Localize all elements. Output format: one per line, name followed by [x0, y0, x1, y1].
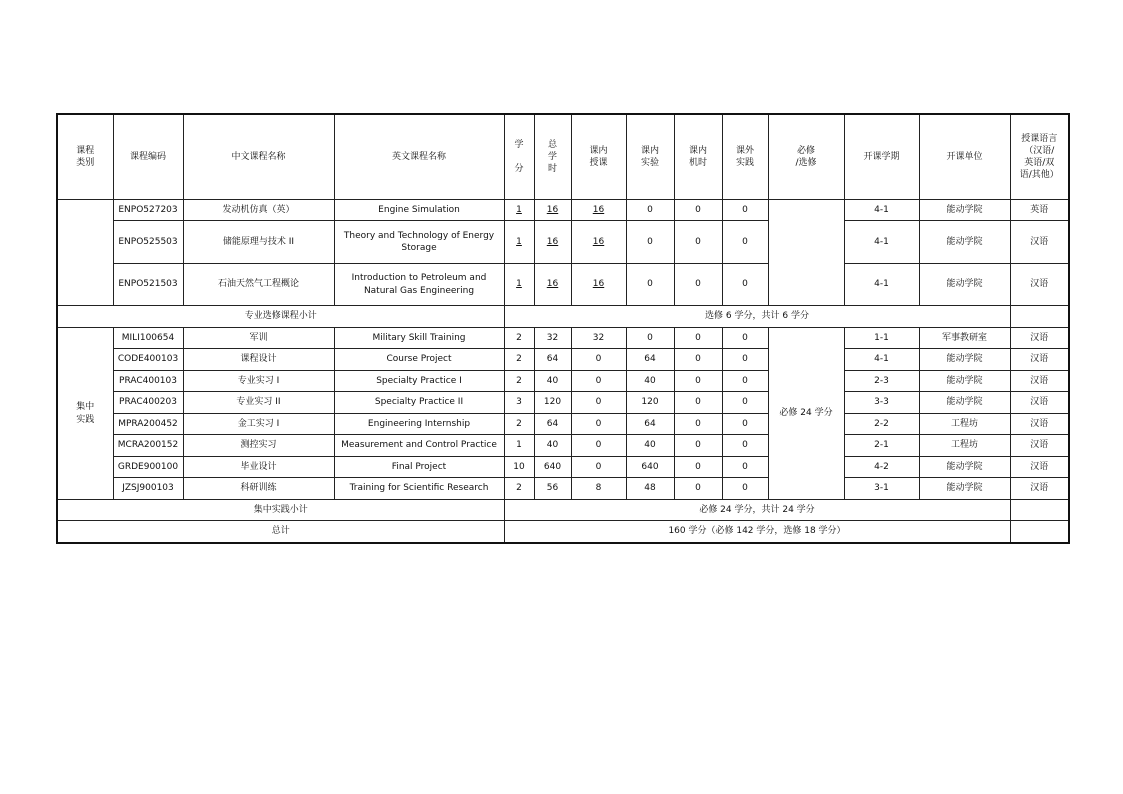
credit-cell: [504, 349, 534, 371]
practice-required-cell: 必修 24 学分: [768, 328, 844, 500]
practice-cell: 0: [626, 221, 674, 264]
table-row: [57, 264, 1069, 306]
lecture-value: 0: [595, 354, 602, 365]
term-cell: 4-1: [844, 264, 919, 306]
language-cell: 汉语: [1010, 392, 1069, 414]
extracurricular-cell: 0: [722, 435, 768, 457]
header-lecture: 课内 授课: [571, 114, 626, 200]
lecture-value: 0: [595, 418, 602, 429]
department-cell: 能动学院: [919, 371, 1010, 392]
elective-subtotal-value: 选修 6 学分，共计 6 学分: [504, 306, 1010, 328]
credit-value: 10: [513, 461, 525, 472]
lecture-cell: [571, 328, 626, 349]
practice-cell: 40: [626, 435, 674, 457]
en-name-cell: Final Project: [334, 457, 504, 478]
department-cell: 能动学院: [919, 349, 1010, 371]
lecture-cell: [571, 349, 626, 371]
credit-cell: [504, 392, 534, 414]
grand-total-value: 160 学分（必修 142 学分，选修 18 学分）: [504, 521, 1010, 543]
hours-value: 64: [546, 418, 559, 429]
computer-cell: 0: [674, 478, 722, 500]
computer-cell: 0: [674, 328, 722, 349]
term-cell: 3-3: [844, 392, 919, 414]
credit-cell: [504, 371, 534, 392]
elective-required-cell: [768, 200, 844, 306]
credit-cell: [504, 457, 534, 478]
course-code-cell: PRAC400103: [113, 371, 183, 392]
cn-name-cell: 石油天然气工程概论: [183, 264, 334, 306]
extracurricular-cell: 0: [722, 414, 768, 435]
department-cell: 军事教研室: [919, 328, 1010, 349]
hours-value: 16: [546, 236, 559, 247]
credit-cell: [504, 328, 534, 349]
term-cell: 3-1: [844, 478, 919, 500]
credit-cell: [504, 200, 534, 221]
credit-cell: [504, 264, 534, 306]
lecture-value: 0: [595, 461, 602, 472]
hours-value: 120: [543, 397, 562, 408]
practice-cell: 120: [626, 392, 674, 414]
practice-cell: 0: [626, 264, 674, 306]
computer-cell: 0: [674, 264, 722, 306]
header-in-class-practice: 课内 实验: [626, 114, 674, 200]
practice-cell: 0: [626, 200, 674, 221]
lecture-value: 16: [592, 279, 605, 290]
en-name-cell: Specialty Practice II: [334, 392, 504, 414]
elective-type-cell: [57, 200, 113, 306]
department-cell: 能动学院: [919, 457, 1010, 478]
header-term: 开课学期: [844, 114, 919, 200]
hours-cell: [534, 328, 571, 349]
hours-cell: [534, 221, 571, 264]
lecture-cell: [571, 200, 626, 221]
en-name-cell: Theory and Technology of Energy Storage: [334, 221, 504, 264]
en-name-cell: Specialty Practice I: [334, 371, 504, 392]
department-cell: 能动学院: [919, 478, 1010, 500]
table-row: [57, 221, 1069, 264]
header-total-hours: 总 学 时: [534, 114, 571, 200]
hours-value: 32: [546, 332, 559, 343]
language-cell: 英语: [1010, 200, 1069, 221]
credit-value: 2: [516, 483, 522, 494]
extracurricular-cell: 0: [722, 264, 768, 306]
header-required-elective: 必修 /选修: [768, 114, 844, 200]
department-cell: 能动学院: [919, 221, 1010, 264]
lecture-cell: [571, 371, 626, 392]
lecture-value: 0: [595, 375, 602, 386]
cn-name-cell: 发动机仿真（英）: [183, 200, 334, 221]
course-code-cell: MPRA200452: [113, 414, 183, 435]
extracurricular-cell: 0: [722, 221, 768, 264]
practice-cell: 40: [626, 371, 674, 392]
language-cell: 汉语: [1010, 478, 1069, 500]
header-credit: 学 分: [504, 114, 534, 200]
extracurricular-cell: 0: [722, 200, 768, 221]
extracurricular-cell: 0: [722, 478, 768, 500]
practice-subtotal-row: [57, 500, 1069, 521]
computer-cell: 0: [674, 349, 722, 371]
lecture-value: 16: [592, 236, 605, 247]
department-cell: 工程坊: [919, 414, 1010, 435]
term-cell: 4-1: [844, 349, 919, 371]
practice-cell: 48: [626, 478, 674, 500]
computer-cell: 0: [674, 221, 722, 264]
department-cell: 能动学院: [919, 264, 1010, 306]
hours-cell: [534, 392, 571, 414]
elective-subtotal-row: [57, 306, 1069, 328]
hours-value: 16: [546, 279, 559, 290]
course-code-cell: CODE400103: [113, 349, 183, 371]
header-row: [57, 114, 1069, 200]
table-row: [57, 392, 1069, 414]
grand-total-row: [57, 521, 1069, 543]
practice-subtotal-label: 集中实践小计: [57, 500, 504, 521]
credit-value: 2: [516, 418, 522, 429]
extracurricular-cell: 0: [722, 392, 768, 414]
computer-cell: 0: [674, 435, 722, 457]
cn-name-cell: 科研训练: [183, 478, 334, 500]
hours-value: 40: [546, 375, 559, 386]
department-cell: 工程坊: [919, 435, 1010, 457]
en-name-cell: Training for Scientific Research: [334, 478, 504, 500]
department-cell: 能动学院: [919, 392, 1010, 414]
table-row: [57, 478, 1069, 500]
credit-value: 3: [516, 397, 522, 408]
cn-name-cell: 测控实习: [183, 435, 334, 457]
lecture-cell: [571, 264, 626, 306]
language-cell: 汉语: [1010, 264, 1069, 306]
cn-name-cell: 金工实习 I: [183, 414, 334, 435]
en-name-cell: Course Project: [334, 349, 504, 371]
course-code-cell: MILI100654: [113, 328, 183, 349]
hours-cell: [534, 414, 571, 435]
header-extracurricular: 课外 实践: [722, 114, 768, 200]
hours-value: 64: [546, 354, 559, 365]
lecture-cell: [571, 221, 626, 264]
header-en-name: 英文课程名称: [334, 114, 504, 200]
en-name-cell: Engineering Internship: [334, 414, 504, 435]
cn-name-cell: 毕业设计: [183, 457, 334, 478]
course-code-cell: GRDE900100: [113, 457, 183, 478]
hours-value: 640: [543, 461, 562, 472]
table-row: [57, 349, 1069, 371]
language-cell: 汉语: [1010, 414, 1069, 435]
table-row: [57, 457, 1069, 478]
language-cell: 汉语: [1010, 349, 1069, 371]
en-name-cell: Introduction to Petroleum and Natural Gas Engineering: [334, 264, 504, 306]
table-row: [57, 328, 1069, 349]
term-cell: 4-1: [844, 200, 919, 221]
computer-cell: 0: [674, 392, 722, 414]
course-plan-table: [56, 113, 1070, 544]
course-code-cell: ENPO525503: [113, 221, 183, 264]
en-name-cell: Engine Simulation: [334, 200, 504, 221]
extracurricular-cell: 0: [722, 371, 768, 392]
cn-name-cell: 专业实习 II: [183, 392, 334, 414]
header-in-class-computer: 课内 机时: [674, 114, 722, 200]
credit-value: 1: [516, 204, 522, 215]
lecture-cell: [571, 435, 626, 457]
header-course-code: 课程编码: [113, 114, 183, 200]
lecture-value: 32: [592, 332, 605, 343]
term-cell: 4-1: [844, 221, 919, 264]
term-cell: 2-2: [844, 414, 919, 435]
en-name-cell: Military Skill Training: [334, 328, 504, 349]
course-code-cell: ENPO527203: [113, 200, 183, 221]
credit-value: 2: [516, 375, 522, 386]
department-cell: 能动学院: [919, 200, 1010, 221]
extracurricular-cell: 0: [722, 457, 768, 478]
hours-value: 40: [546, 440, 559, 451]
credit-cell: [504, 414, 534, 435]
credit-value: 1: [516, 440, 522, 451]
grand-total-label: 总计: [57, 521, 504, 543]
extracurricular-cell: 0: [722, 349, 768, 371]
hours-cell: [534, 371, 571, 392]
term-cell: 2-1: [844, 435, 919, 457]
lecture-cell: [571, 478, 626, 500]
header-teaching-language: 授课语言 （汉语/ 英语/双 语/其他）: [1010, 114, 1069, 200]
lecture-value: 16: [592, 204, 605, 215]
hours-cell: [534, 435, 571, 457]
elective-subtotal-label: 专业选修课程小计: [57, 306, 504, 328]
elective-subtotal-blank: [1010, 306, 1069, 328]
credit-value: 1: [516, 279, 522, 290]
practice-cell: 0: [626, 328, 674, 349]
language-cell: 汉语: [1010, 435, 1069, 457]
cn-name-cell: 专业实习 I: [183, 371, 334, 392]
practice-subtotal-blank: [1010, 500, 1069, 521]
credit-cell: [504, 435, 534, 457]
header-cn-name: 中文课程名称: [183, 114, 334, 200]
header-department: 开课单位: [919, 114, 1010, 200]
computer-cell: 0: [674, 371, 722, 392]
en-name-cell: Measurement and Control Practice: [334, 435, 504, 457]
hours-cell: [534, 264, 571, 306]
language-cell: 汉语: [1010, 371, 1069, 392]
header-course-type: 课程 类别: [57, 114, 113, 200]
computer-cell: 0: [674, 200, 722, 221]
course-code-cell: MCRA200152: [113, 435, 183, 457]
term-cell: 4-2: [844, 457, 919, 478]
term-cell: 2-3: [844, 371, 919, 392]
language-cell: 汉语: [1010, 328, 1069, 349]
table-row: [57, 371, 1069, 392]
hours-value: 16: [546, 204, 559, 215]
table-row: [57, 414, 1069, 435]
lecture-value: 0: [595, 397, 602, 408]
language-cell: 汉语: [1010, 457, 1069, 478]
cn-name-cell: 储能原理与技术 II: [183, 221, 334, 264]
credit-cell: [504, 221, 534, 264]
term-cell: 1-1: [844, 328, 919, 349]
table-row: [57, 435, 1069, 457]
lecture-value: 0: [595, 440, 602, 451]
extracurricular-cell: 0: [722, 328, 768, 349]
credit-cell: [504, 478, 534, 500]
cn-name-cell: 军训: [183, 328, 334, 349]
computer-cell: 0: [674, 457, 722, 478]
hours-cell: [534, 200, 571, 221]
grand-total-blank: [1010, 521, 1069, 543]
credit-value: 2: [516, 332, 522, 343]
cn-name-cell: 课程设计: [183, 349, 334, 371]
computer-cell: 0: [674, 414, 722, 435]
course-code-cell: ENPO521503: [113, 264, 183, 306]
hours-cell: [534, 457, 571, 478]
practice-cell: 64: [626, 349, 674, 371]
lecture-cell: [571, 392, 626, 414]
hours-cell: [534, 478, 571, 500]
practice-cell: 640: [626, 457, 674, 478]
hours-value: 56: [546, 483, 559, 494]
course-code-cell: JZSJ900103: [113, 478, 183, 500]
practice-subtotal-value: 必修 24 学分，共计 24 学分: [504, 500, 1010, 521]
credit-value: 1: [516, 236, 522, 247]
course-code-cell: PRAC400203: [113, 392, 183, 414]
practice-type-cell: 集中 实践: [57, 328, 113, 500]
practice-cell: 64: [626, 414, 674, 435]
lecture-cell: [571, 457, 626, 478]
credit-value: 2: [516, 354, 522, 365]
table-row: [57, 200, 1069, 221]
language-cell: 汉语: [1010, 221, 1069, 264]
lecture-value: 8: [595, 483, 602, 494]
lecture-cell: [571, 414, 626, 435]
hours-cell: [534, 349, 571, 371]
